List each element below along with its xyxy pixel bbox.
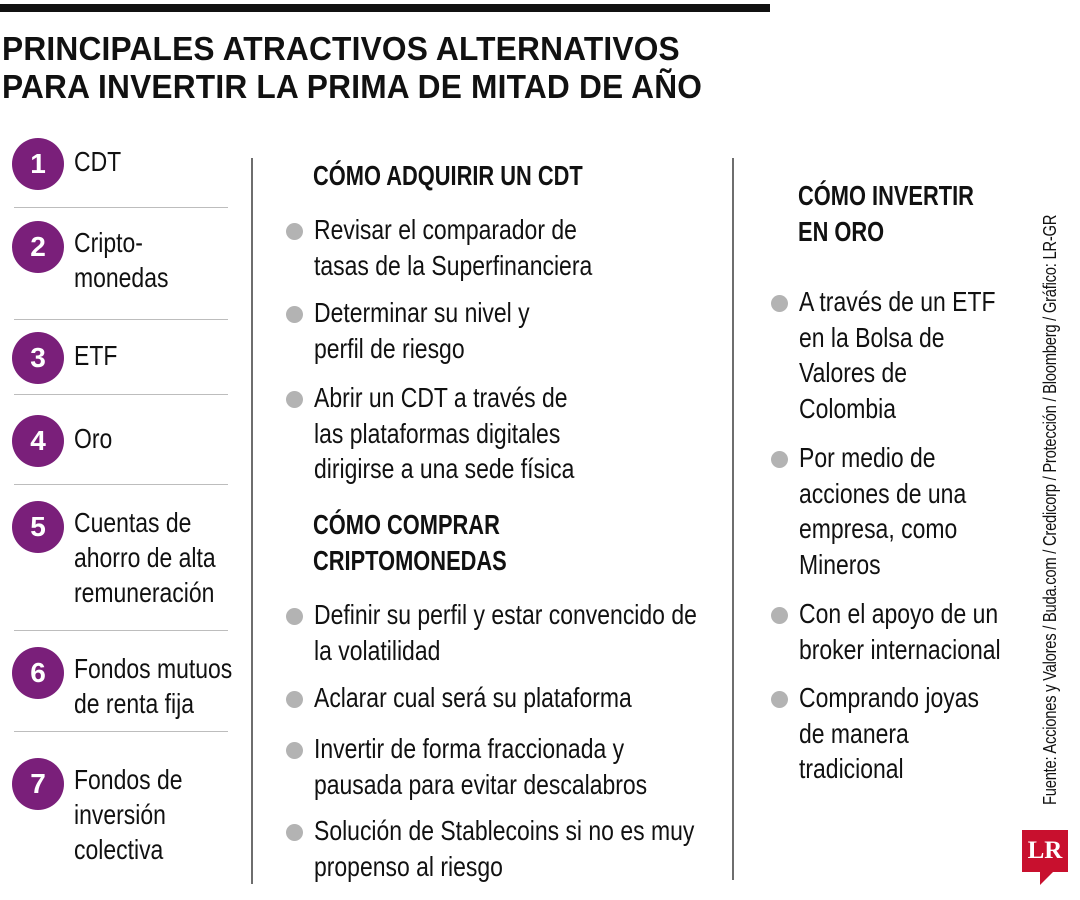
crypto-section-title: CÓMO COMPRAR CRIPTOMONEDAS (313, 509, 507, 576)
option-label: ETF (74, 340, 118, 371)
bullet-dot-icon (286, 608, 303, 625)
divider (14, 394, 228, 395)
bullet-dot-icon (286, 824, 303, 841)
option-label: Cuentas de ahorro de alta remuneración (74, 507, 216, 608)
number-badge: 2 (12, 221, 64, 273)
bullet-dot-icon (286, 223, 303, 240)
bullet-dot-icon (286, 306, 303, 323)
top-rule (0, 4, 770, 12)
number-badge: 1 (12, 138, 64, 190)
divider (14, 207, 228, 208)
bullet-dot-icon (286, 391, 303, 408)
number-badge: 7 (12, 758, 64, 810)
bullet-dot-icon (286, 691, 303, 708)
bullet-dot-icon (771, 607, 788, 624)
option-label: Cripto- monedas (74, 227, 169, 293)
divider (14, 731, 228, 732)
cdt-section-title: CÓMO ADQUIRIR UN CDT (313, 160, 583, 191)
divider (14, 319, 228, 320)
option-label: Fondos de inversión colectiva (74, 764, 183, 865)
number-badge: 4 (12, 415, 64, 467)
divider (14, 630, 228, 631)
bullet-dot-icon (771, 691, 788, 708)
number-badge: 5 (12, 501, 64, 553)
option-label: Fondos mutuos de renta fija (74, 653, 233, 719)
lr-logo: LR (1022, 830, 1068, 872)
source-credit: Fuente: Acciones y Valores / Buda.com / Credicorp / Protección / Bloomberg / Gráfico: LR-GR (1040, 214, 1060, 805)
number-badge: 6 (12, 647, 64, 699)
divider (14, 484, 228, 485)
gold-section-title: CÓMO INVERTIR EN ORO (798, 180, 974, 247)
option-label: Oro (74, 423, 113, 454)
option-label: CDT (74, 146, 122, 177)
page-title (2, 30, 770, 106)
number-badge: 3 (12, 332, 64, 384)
column-divider-2 (732, 158, 734, 880)
title-line-1: PRINCIPALES ATRACTIVOS ALTERNATIVOS (2, 30, 680, 67)
bullet-dot-icon (771, 451, 788, 468)
bullet-dot-icon (771, 295, 788, 312)
logo-speech-tail-icon (1040, 871, 1054, 885)
column-divider-1 (251, 158, 253, 884)
bullet-dot-icon (286, 742, 303, 759)
title-line-2: PARA INVERTIR LA PRIMA DE MITAD DE AÑO (2, 68, 703, 105)
